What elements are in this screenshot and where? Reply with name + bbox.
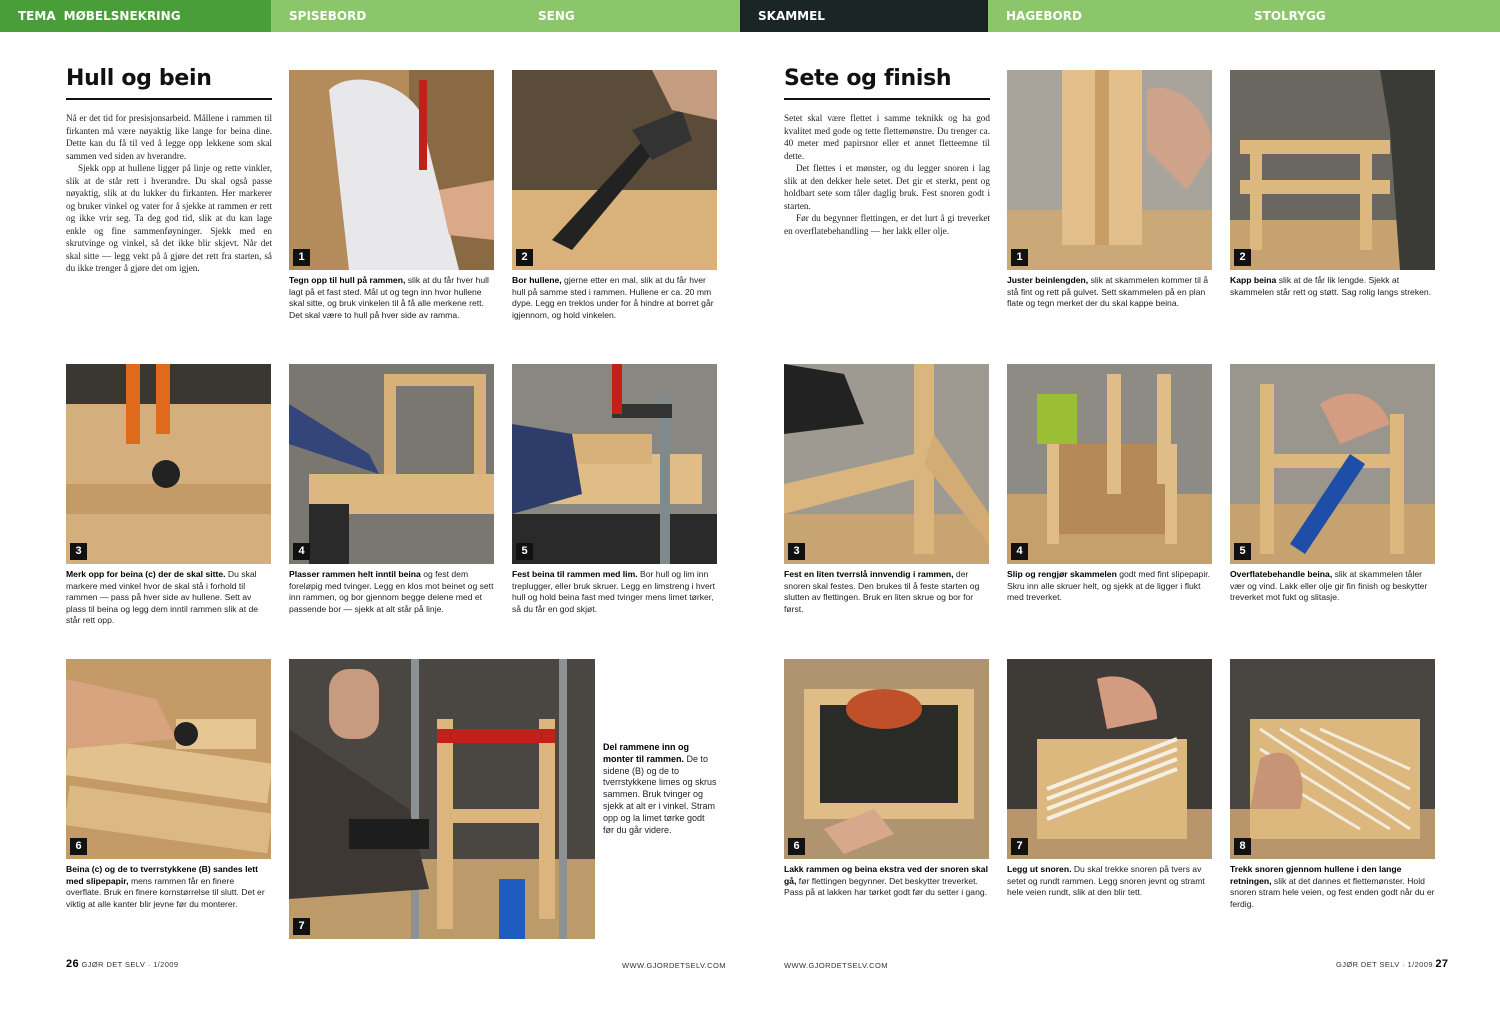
step-photo-4: [1007, 364, 1212, 564]
nav-tab-spisebord[interactable]: SPISEBORD: [271, 0, 520, 32]
caption-text: Du skal trekke snoren på tvers av setet og rundt rammen. Legg snoren jevnt og stramt hele veien rundt, slik at den blir tett.: [1007, 864, 1205, 897]
caption-lead: Beina (c) og de to tverrstykkene (B) sandes lett med slipepapir,: [66, 864, 258, 886]
step-caption-6: [66, 864, 271, 910]
intro-paragraph: Sjekk opp at hullene ligger på linje og rette vinkler, slik at de står rett i hverandre. Du skal også passe nøyaktig, slik at du lukker du firkanten. Her markerer og bruker vinkel og vater for å sjekke at rammen er rett og ikke vrir seg. Ta deg god tid, slik at du kan lage enkle og fine sammenføyninger. Sjekk med en skrutvinge og vinkel, så det ikke blir skjevt. Når det skal sitte — legg vekt på å gjøre det rett fra starten, så du ikke trenger å gjøre det om igjen.: [66, 163, 272, 273]
step-photo-2: [512, 70, 717, 270]
step-caption-7: [1007, 864, 1212, 899]
step-number-badge: 7: [293, 918, 310, 935]
caption-lead: Slip og rengjør skammelen: [1007, 569, 1117, 579]
nav-tab-tema[interactable]: [0, 0, 271, 32]
step-photo-1: [289, 70, 494, 270]
step-number-badge: 4: [1011, 543, 1028, 560]
step-number-badge: 4: [293, 543, 310, 560]
step-photo-6: [784, 659, 989, 859]
step-number-badge: 8: [1234, 838, 1251, 855]
photo-illustration: [784, 659, 989, 859]
nav-tab-stolrygg[interactable]: STOLRYGG: [1236, 0, 1500, 32]
caption-text: slik at du får hver hull lagt på et fast sted. Mål ut og tegn inn hvor hullene skal sitte, og bruk vinkelen til å få alle merkene rett. Det skal være to hull på hver side av ramma.: [289, 275, 489, 320]
caption-lead: Plasser rammen helt inntil beina: [289, 569, 421, 579]
photo-illustration: [289, 70, 494, 270]
step-caption-8: [1230, 864, 1435, 910]
step-caption-2: [512, 275, 717, 321]
nav-tema-label: TEMA: [18, 9, 56, 23]
right-heading: Sete og finish: [784, 66, 952, 91]
caption-text: slik at skammelen kommer til å stå fint og rett på gulvet. Sett skammelen på en plan flate og tegn merket der du skal kappe beina.: [1007, 275, 1209, 308]
step-photo-1: [1007, 70, 1212, 270]
step-photo-5: [1230, 364, 1435, 564]
step-number-badge: 2: [1234, 249, 1251, 266]
left-footer-url[interactable]: WWW.GJORDETSELV.COM: [622, 961, 726, 970]
step-number-badge: 7: [1011, 838, 1028, 855]
step-number-badge: 5: [1234, 543, 1251, 560]
nav-tema-value: MØBELSNEKRING: [63, 9, 181, 23]
page-number: 27: [1435, 958, 1449, 970]
caption-text: slik at de får lik lengde. Sjekk at skammelen står rett og støtt. Sag rolig langs streken.: [1230, 275, 1432, 297]
caption-text: gjerne etter en mal, slik at du får hver hull på samme sted i rammen. Hullene er ca. 20 mm dype. Legg en treklos under for å hindre at borret går igjennom, og hold vinkelen.: [512, 275, 714, 320]
photo-illustration: [66, 364, 271, 564]
caption-lead: Lakk rammen og beina ekstra ved der snoren skal gå,: [784, 864, 988, 886]
step-number-badge: 6: [788, 838, 805, 855]
caption-lead: Legg ut snoren.: [1007, 864, 1072, 874]
step-caption-2: [1230, 275, 1435, 298]
intro-paragraph: Setet skal være flettet i samme teknikk og ha god kvalitet med gode og tette flettemønstre. Du trenger ca. 40 meter med papirsnor eller et annet fletteemne til dette.: [784, 113, 990, 161]
photo-illustration: [784, 364, 989, 564]
caption-lead: Overflatebehandle beina,: [1230, 569, 1333, 579]
step-photo-7: [289, 659, 595, 939]
caption-text: De to sidene (B) og de to tverrstykkene limes og skrus sammen. Bruk tvinger og sjekk at alt er i vinkel. Stram opp og la limet tørke godt før du går videre.: [603, 753, 717, 835]
caption-lead: Tegn opp til hull på rammen,: [289, 275, 406, 285]
caption-text: Du skal markere med vinkel hvor de skal stå i forhold til rammen — pass på hver side av hullene. Sett av plass til beina og legg dem inntil rammen slik at de står rett opp.: [66, 569, 259, 625]
photo-illustration: [1230, 70, 1435, 270]
caption-text: og fest dem foreløpig med tvinger. Legg en klos mot beinet og sett inn rammen, og bor gjennom begge delene med et passende bor — sjekk at alt står på linje.: [289, 569, 494, 614]
caption-lead: Del rammene inn og monter til rammen.: [603, 742, 690, 764]
step-number-badge: 6: [70, 838, 87, 855]
photo-illustration: [289, 659, 595, 939]
section-nav-bar: [0, 0, 1500, 32]
caption-lead: Juster beinlengden,: [1007, 275, 1089, 285]
step-caption-1: [289, 275, 494, 321]
left-page: [0, 32, 750, 1011]
caption-lead: Merk opp for beina (c) der de skal sitte.: [66, 569, 226, 579]
right-footer-url[interactable]: WWW.GJORDETSELV.COM: [784, 961, 888, 970]
caption-lead: Kapp beina: [1230, 275, 1277, 285]
step-caption-1: [1007, 275, 1212, 310]
photo-illustration: [1230, 364, 1435, 564]
step-photo-7: [1007, 659, 1212, 859]
step-number-badge: 1: [1011, 249, 1028, 266]
nav-tab-seng[interactable]: SENG: [520, 0, 740, 32]
right-page: [750, 32, 1500, 1011]
step-photo-2: [1230, 70, 1435, 270]
step-photo-3: [784, 364, 989, 564]
footer-brand: GJØR DET SELV · 1/2009: [1336, 960, 1433, 969]
intro-paragraph: Nå er det tid for presisjonsarbeid. Mållene i rammen til firkanten må være nøyaktig like lange for beina dine. Dette kan du få til ved å legge opp lekkene som skal sammen ved siden av hverandre.: [66, 113, 272, 161]
caption-text: før flettingen begynner. Det beskytter treverket. Pass på at lakken har tørket godt før du setter i gang.: [784, 875, 988, 897]
step-caption-6: [784, 864, 989, 899]
left-footer: [66, 958, 178, 970]
step-number-badge: 5: [516, 543, 533, 560]
step-photo-5: [512, 364, 717, 564]
intro-paragraph: Det flettes i et mønster, og du legger snoren i lag slik at den dekker hele setet. Det gir et sterkt, pent og holdbart sete som tåler daglig bruk. Fest snoren godt i starten.: [784, 163, 990, 211]
step-number-badge: 3: [70, 543, 87, 560]
photo-illustration: [1007, 659, 1212, 859]
photo-illustration: [512, 70, 717, 270]
left-heading: Hull og bein: [66, 66, 212, 91]
heading-rule: [784, 98, 990, 100]
caption-text: slik at det dannes et flettemønster. Hold snoren stram hele veien, og fest enden godt når du er ferdig.: [1230, 875, 1435, 909]
step-photo-8: [1230, 659, 1435, 859]
step-number-badge: 1: [293, 249, 310, 266]
step-caption-4: [1007, 569, 1212, 604]
nav-tab-skammel[interactable]: SKAMMEL: [740, 0, 988, 32]
caption-text: Bor hull og lim inn treplugger, eller bruk skruer. Legg en limstreng i hvert hull og hold beina fast med tvinger mens limet tørker, så du får en god skjøt.: [512, 569, 716, 614]
caption-lead: Fest beina til rammen med lim.: [512, 569, 638, 579]
step-caption-5: [512, 569, 717, 615]
step-number-badge: 3: [788, 543, 805, 560]
caption-text: mens rammen får en finere overflate. Bruk en finere kornstørrelse til slutt. Det er viktig at alle kanter blir jevne før du monterer.: [66, 875, 265, 909]
photo-illustration: [289, 364, 494, 564]
step-photo-4: [289, 364, 494, 564]
left-intro: [66, 112, 272, 275]
photo-illustration: [66, 659, 271, 859]
caption-text: godt med fint slipepapir. Skru inn alle skruer helt, og sjekk at de ligger i flukt med treverket.: [1007, 569, 1210, 602]
caption-lead: Bor hullene,: [512, 275, 562, 285]
page-number: 26: [66, 958, 80, 970]
intro-paragraph: Før du begynner flettingen, er det lurt å gi treverket en overflatebehandling — her lakk eller olje.: [784, 213, 990, 236]
footer-brand: GJØR DET SELV · 1/2009: [81, 960, 179, 969]
step-caption-5: [1230, 569, 1435, 604]
photo-illustration: [512, 364, 717, 564]
step-number-badge: 2: [516, 249, 533, 266]
step-caption-3: [784, 569, 989, 615]
right-intro: [784, 112, 990, 237]
caption-text: der snoren skal festes. Den brukes til å feste starten og slutten av flettingen. Bruk en liten skrue og bor for først.: [784, 569, 980, 614]
step-photo-3: [66, 364, 271, 564]
photo-illustration: [1007, 364, 1212, 564]
caption-lead: Fest en liten tverrslå innvendig i rammen,: [784, 569, 954, 579]
step-photo-6: [66, 659, 271, 859]
caption-text: slik at skammelen tåler vær og vind. Lakk eller olje gir fin finish og beskytter treverket mot fukt og slitasje.: [1230, 569, 1428, 602]
nav-tab-hagebord[interactable]: HAGEBORD: [988, 0, 1236, 32]
heading-rule: [66, 98, 272, 100]
right-footer: [1336, 958, 1448, 970]
photo-illustration: [1230, 659, 1435, 859]
caption-lead: Trekk snoren gjennom hullene i den lange retningen,: [1230, 864, 1402, 886]
step-caption-4: [289, 569, 494, 615]
step-caption-3: [66, 569, 271, 627]
step-7-side-caption: [603, 742, 717, 836]
photo-illustration: [1007, 70, 1212, 270]
